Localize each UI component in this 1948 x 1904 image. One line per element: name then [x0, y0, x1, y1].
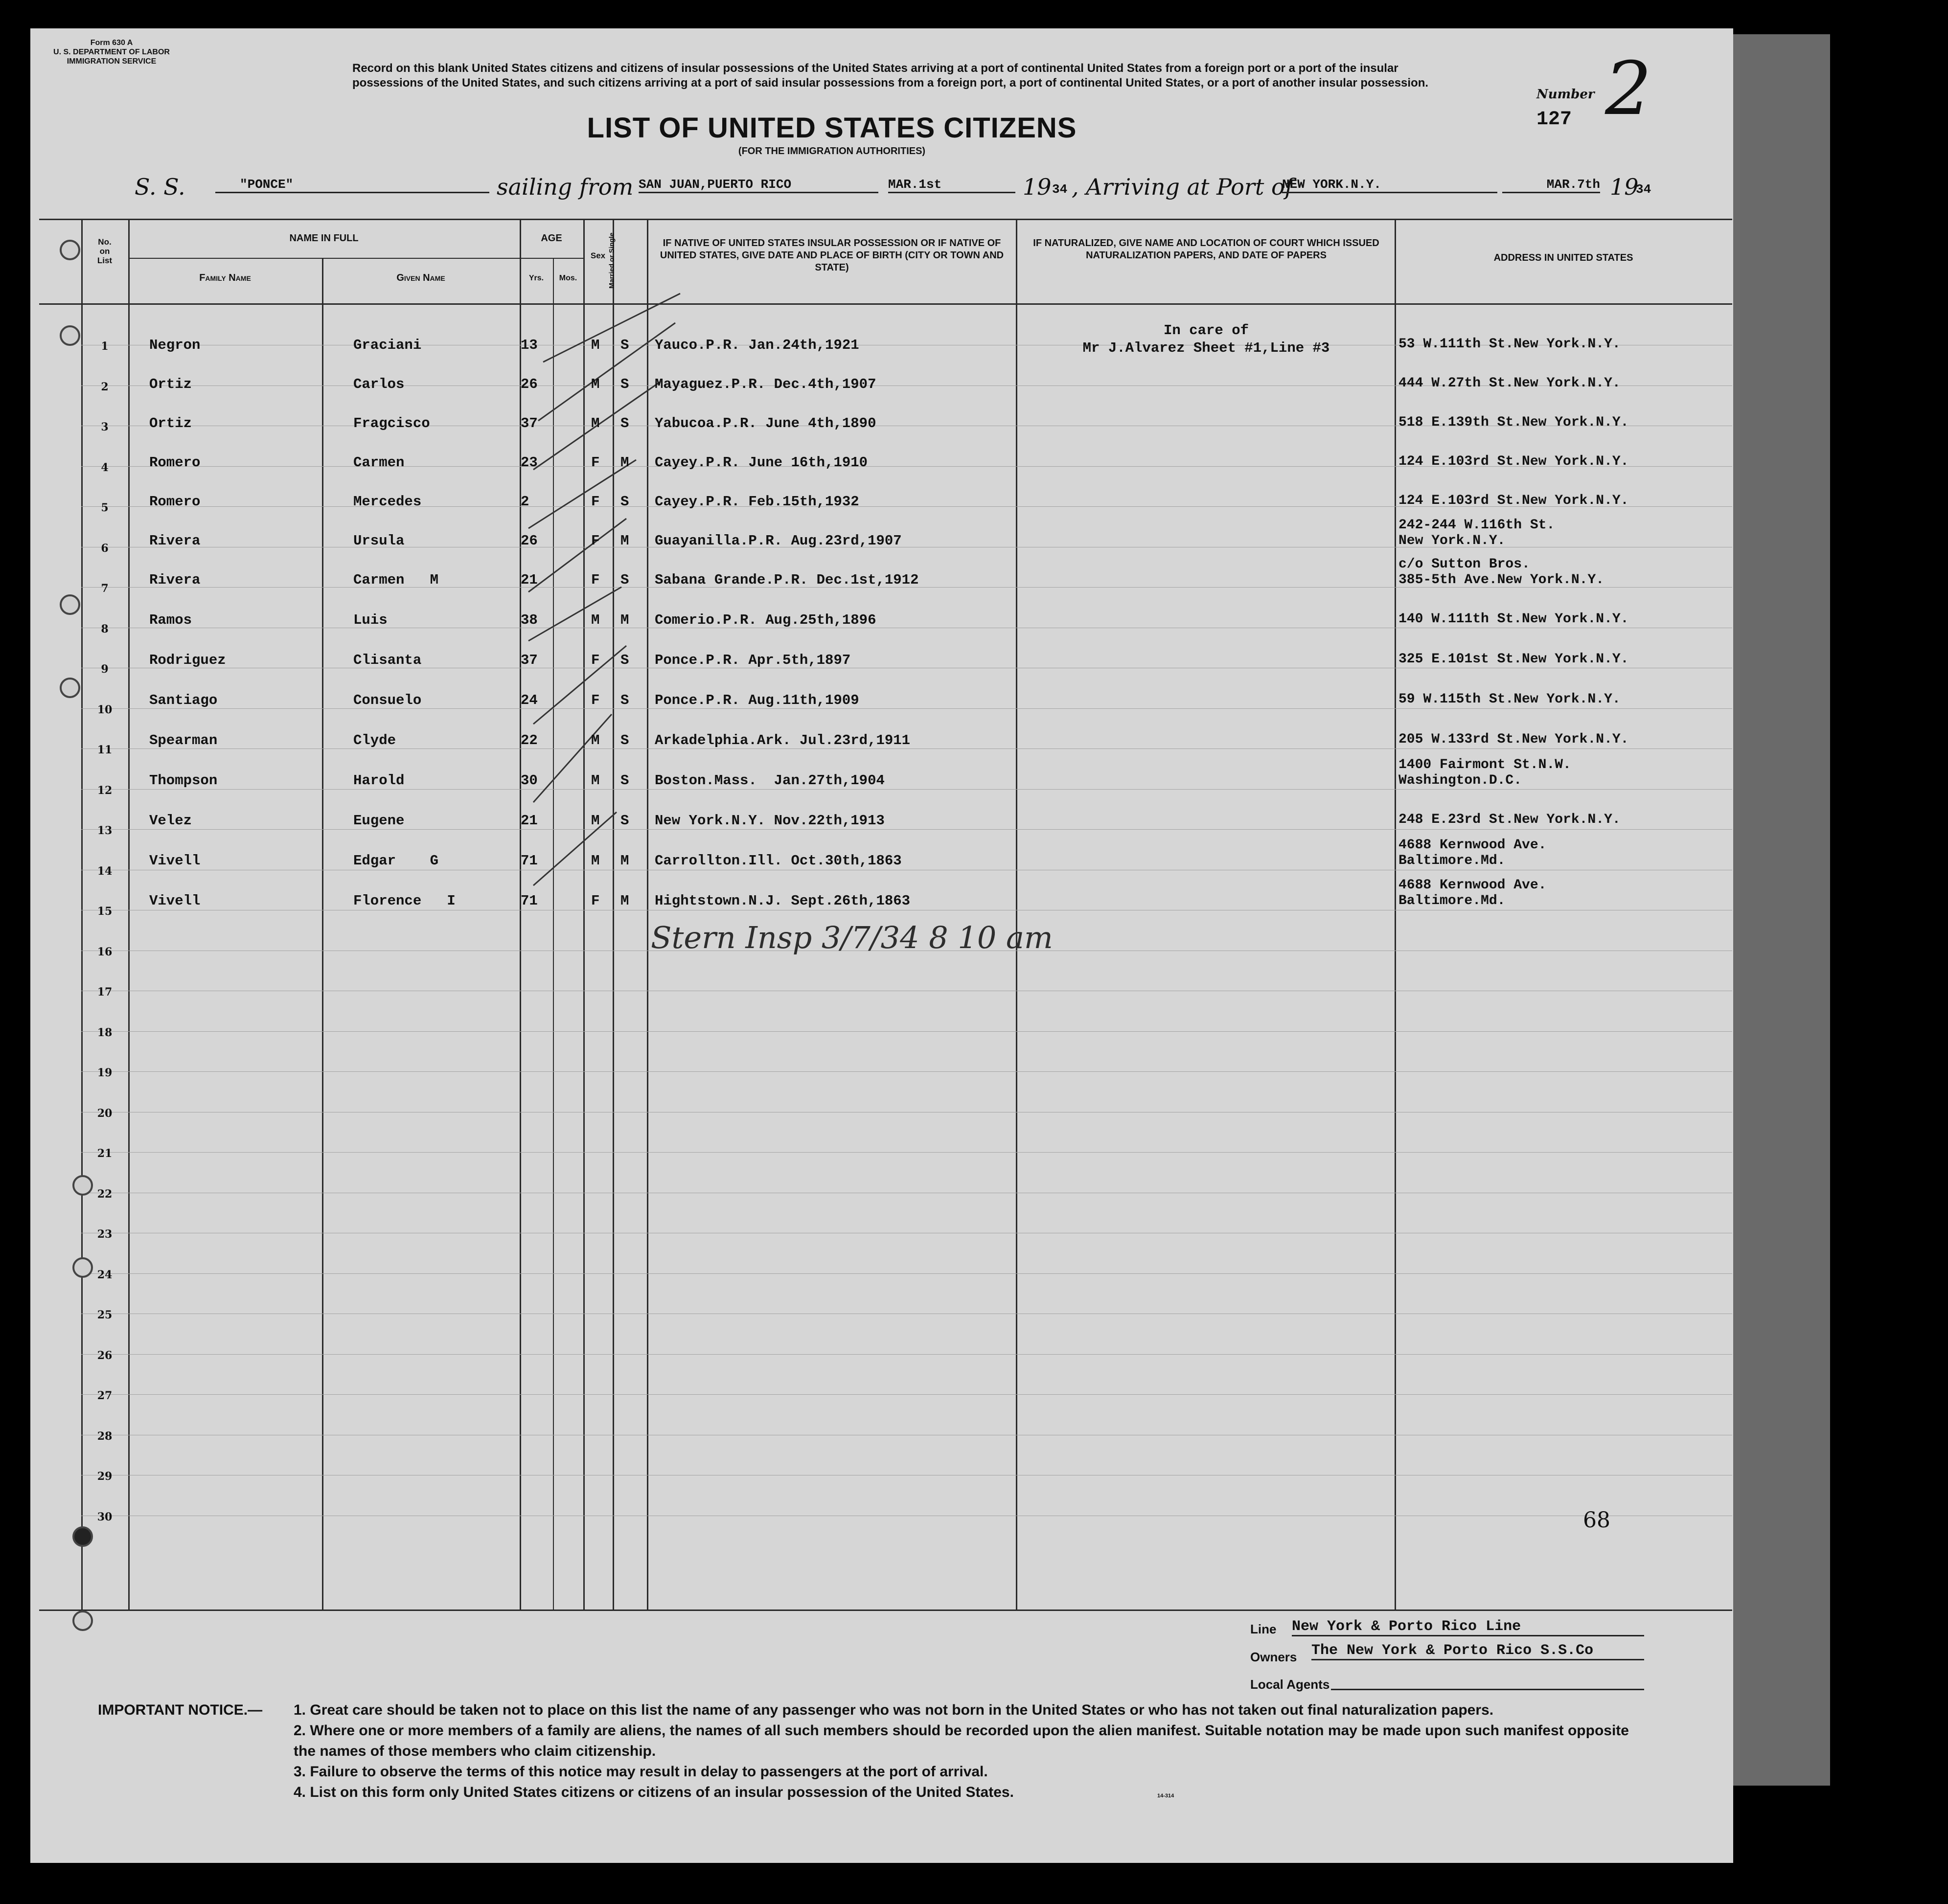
- age-cell: 23: [521, 454, 538, 471]
- age-mos-header: Mos.: [559, 274, 577, 282]
- inspector-note: Stern Insp 3/7/34 8 10 am: [651, 920, 1053, 955]
- row-number: 19: [97, 1066, 113, 1079]
- sailing-label: sailing from: [497, 174, 634, 200]
- marital-status-cell: M: [620, 612, 629, 628]
- form-code: [43, 38, 180, 66]
- family-name-header: Family Name: [199, 272, 251, 283]
- age-cell: 24: [521, 692, 538, 708]
- address-cell: c/o Sutton Bros. 385-5th Ave.New York.N.Y.: [1398, 557, 1604, 588]
- sex-cell: M: [591, 853, 600, 869]
- row-number: 3: [101, 421, 109, 433]
- table-top-rule: [39, 219, 1732, 220]
- family-name-cell: Romero: [149, 454, 201, 471]
- naturalized-header: IF NATURALIZED, GIVE NAME AND LOCATION OF COURT WHICH ISSUED NATURALIZATION PAPERS, AND DATE OF PAPERS: [1033, 238, 1379, 261]
- punch-hole: [60, 594, 80, 615]
- row-number: 13: [97, 824, 113, 837]
- marital-status-cell: S: [620, 692, 629, 708]
- row-number: 4: [101, 461, 109, 474]
- address-cell: 242-244 W.116th St. New York.N.Y.: [1398, 518, 1555, 548]
- age-yrs-header: Yrs.: [528, 274, 544, 282]
- age-cell: 13: [521, 337, 538, 353]
- row-number: 14: [97, 864, 113, 878]
- punch-hole: [72, 1610, 93, 1631]
- sex-cell: M: [591, 612, 600, 628]
- row-number: 2: [101, 380, 109, 393]
- punch-hole: [60, 325, 80, 346]
- diagonal-mark: [528, 519, 626, 592]
- line-value: New York & Porto Rico Line: [1292, 1618, 1644, 1636]
- notice-item: 1. Great care should be taken not to place on this list the name of any passenger who was not born in the United States or who has not taken out final naturalization papers.: [294, 1702, 1494, 1718]
- arrival-year-prefix: 19: [1610, 174, 1639, 200]
- diagonal-mark: [533, 812, 617, 885]
- diagonal-mark: [533, 646, 626, 724]
- age-cell: 71: [521, 893, 538, 909]
- col-no-header-line: List: [97, 256, 113, 265]
- address-cell: 124 E.103rd St.New York.N.Y.: [1398, 454, 1629, 469]
- given-name-cell: Clyde: [353, 732, 396, 748]
- address-cell: 59 W.115th St.New York.N.Y.: [1398, 692, 1621, 707]
- row-number: 28: [97, 1429, 113, 1443]
- family-name-cell: Vivell: [149, 893, 201, 909]
- family-name-cell: Ortiz: [149, 376, 192, 392]
- arrival-port: NEW YORK.N.Y.: [1282, 177, 1497, 193]
- row-rule: [81, 1152, 1732, 1153]
- line-label: Line: [1250, 1622, 1277, 1636]
- marital-status-cell: S: [620, 813, 629, 829]
- row-number: 11: [97, 744, 113, 756]
- punch-hole: [72, 1526, 93, 1547]
- family-name-cell: Vivell: [149, 853, 201, 869]
- birth-cell: Comerio.P.R. Aug.25th,1896: [655, 612, 876, 628]
- row-number: 21: [97, 1147, 113, 1160]
- notice-list: [294, 1700, 1634, 1803]
- birth-cell: Mayaguez.P.R. Dec.4th,1907: [655, 376, 876, 392]
- col-no-header: [81, 237, 128, 265]
- page-subtitle: (FOR THE IMMIGRATION AUTHORITIES): [738, 146, 926, 157]
- marital-status-cell: S: [620, 376, 629, 392]
- punch-hole: [60, 240, 80, 260]
- ship-name: "PONCE": [215, 177, 489, 193]
- birth-header: IF NATIVE OF UNITED STATES INSULAR POSSESSION OR IF NATIVE OF UNITED STATES, GIVE DATE AND PLACE OF BIRTH (CITY OR TOWN AND STATE): [660, 238, 1004, 273]
- row-rule: [81, 1273, 1732, 1274]
- family-name-cell: Ortiz: [149, 415, 192, 431]
- given-name-cell: Edgar G: [353, 853, 439, 869]
- address-cell: 124 E.103rd St.New York.N.Y.: [1398, 493, 1629, 508]
- sex-cell: F: [591, 572, 600, 588]
- marital-status-cell: M: [620, 853, 629, 869]
- birth-cell: New York.N.Y. Nov.22th,1913: [655, 813, 885, 829]
- family-name-cell: Ramos: [149, 612, 192, 628]
- row-number: 15: [97, 905, 113, 918]
- age-cell: 30: [521, 772, 538, 789]
- birth-cell: Boston.Mass. Jan.27th,1904: [655, 772, 885, 789]
- age-cell: 26: [521, 533, 538, 549]
- given-name-cell: Consuelo: [353, 692, 422, 708]
- row-rule: [81, 1031, 1732, 1032]
- sex-header: Sex: [590, 251, 606, 260]
- marital-status-cell: M: [620, 533, 629, 549]
- col-rule: [322, 258, 323, 1609]
- age-cell: 21: [521, 572, 538, 588]
- age-cell: 21: [521, 813, 538, 829]
- row-rule: [81, 1071, 1732, 1072]
- sex-cell: F: [591, 652, 600, 668]
- birth-cell: Cayey.P.R. June 16th,1910: [655, 454, 868, 471]
- age-cell: 26: [521, 376, 538, 392]
- col-rule: [128, 219, 130, 1609]
- family-name-cell: Santiago: [149, 692, 218, 708]
- col-no-header-line: on: [99, 247, 110, 256]
- address-cell: 4688 Kernwood Ave. Baltimore.Md.: [1398, 878, 1547, 908]
- given-name-cell: Eugene: [353, 813, 405, 829]
- age-cell: 22: [521, 732, 538, 748]
- age-cell: 37: [521, 415, 538, 431]
- age-cell: 71: [521, 853, 538, 869]
- given-name-cell: Fragcisco: [353, 415, 430, 431]
- address-header: ADDRESS IN UNITED STATES: [1493, 252, 1633, 263]
- row-rule: [81, 1354, 1732, 1355]
- row-number: 23: [97, 1228, 113, 1241]
- family-name-cell: Spearman: [149, 732, 218, 748]
- punch-hole: [72, 1257, 93, 1278]
- address-cell: 518 E.139th St.New York.N.Y.: [1398, 415, 1629, 430]
- marital-status-cell: M: [620, 454, 629, 471]
- row-number: 24: [97, 1268, 113, 1281]
- page-stamp: 68: [1583, 1508, 1610, 1533]
- marital-status-cell: S: [620, 337, 629, 353]
- birth-cell: Guayanilla.P.R. Aug.23rd,1907: [655, 533, 902, 549]
- row-number: 29: [97, 1470, 113, 1483]
- row-rule: [81, 708, 1732, 709]
- birth-cell: Ponce.P.R. Apr.5th,1897: [655, 652, 851, 668]
- family-name-cell: Negron: [149, 337, 201, 353]
- address-cell: 1400 Fairmont St.N.W. Washington.D.C.: [1398, 757, 1571, 788]
- row-number: 16: [97, 945, 113, 958]
- sex-cell: M: [591, 337, 600, 353]
- form-code-line: Form 630 A: [90, 39, 133, 47]
- diagonal-marks: [514, 274, 710, 939]
- birth-cell: Sabana Grande.P.R. Dec.1st,1912: [655, 572, 919, 588]
- family-name-cell: Velez: [149, 813, 192, 829]
- name-subhead-rule: [128, 258, 520, 259]
- arrival-year: 34: [1636, 182, 1651, 197]
- punch-hole: [60, 678, 80, 698]
- marital-status-cell: S: [620, 572, 629, 588]
- address-cell: 444 W.27th St.New York.N.Y.: [1398, 376, 1621, 391]
- intro-text: Record on this blank United States citizens and citizens of insular possessions of the United States arriving at a port of continental United States from a foreign port or a port of the insular possessions of the United States, and such citizens arriving at a port of said insular possessions from a foreign port, a port of continental United States, or a port of another insular possession.: [352, 62, 1429, 90]
- arrival-date: MAR.7th: [1502, 177, 1600, 193]
- page-title: LIST OF UNITED STATES CITIZENS: [587, 112, 1077, 144]
- marital-status-cell: S: [620, 772, 629, 789]
- given-name-cell: Florence I: [353, 893, 456, 909]
- age-cell: 38: [521, 612, 538, 628]
- owners-label: Owners: [1250, 1650, 1297, 1664]
- notice-item: 3. Failure to observe the terms of this notice may result in delay to passengers at the port of arrival.: [294, 1764, 988, 1780]
- sex-cell: F: [591, 533, 600, 549]
- row-number: 26: [97, 1349, 113, 1362]
- birth-cell: Cayey.P.R. Feb.15th,1932: [655, 494, 859, 510]
- given-name-header: Given Name: [396, 272, 445, 283]
- given-name-cell: Carmen M: [353, 572, 439, 588]
- row-number: 12: [97, 784, 113, 797]
- ss-label: S. S.: [135, 174, 185, 200]
- header-bottom-rule: [39, 303, 1732, 305]
- row-number: 27: [97, 1389, 113, 1402]
- sex-cell: M: [591, 772, 600, 789]
- marital-status-cell: S: [620, 415, 629, 431]
- sex-cell: F: [591, 692, 600, 708]
- sex-cell: F: [591, 494, 600, 510]
- row-rule: [81, 789, 1732, 790]
- family-name-cell: Rivera: [149, 533, 201, 549]
- birth-cell: Yauco.P.R. Jan.24th,1921: [655, 337, 859, 353]
- owners-value: The New York & Porto Rico S.S.Co: [1311, 1642, 1644, 1660]
- row-number: 6: [101, 542, 109, 555]
- given-name-cell: Mercedes: [353, 494, 422, 510]
- backing-board: [1732, 34, 1830, 1786]
- row-number: 9: [101, 663, 109, 676]
- row-number: 8: [101, 622, 109, 635]
- birth-cell: Ponce.P.R. Aug.11th,1909: [655, 692, 859, 708]
- notice-item: 2. Where one or more members of a family are aliens, the names of all such members should be recorded upon the alien manifest. Suitable notation may be made upon such manifest opposite the names of those members who claim citizenship.: [294, 1723, 1629, 1759]
- address-cell: 325 E.101st St.New York.N.Y.: [1398, 652, 1629, 667]
- sex-cell: M: [591, 813, 600, 829]
- family-name-cell: Romero: [149, 494, 201, 510]
- given-name-cell: Clisanta: [353, 652, 422, 668]
- sail-year: 34: [1052, 182, 1068, 197]
- address-cell: 248 E.23rd St.New York.N.Y.: [1398, 812, 1621, 827]
- table-bottom-rule: [39, 1609, 1732, 1611]
- birth-cell: Hightstown.N.J. Sept.26th,1863: [655, 893, 911, 909]
- row-number: 22: [97, 1187, 113, 1201]
- given-name-cell: Graciani: [353, 337, 422, 353]
- number-printed: 127: [1536, 109, 1572, 131]
- family-name-cell: Rivera: [149, 572, 201, 588]
- family-name-cell: Thompson: [149, 772, 218, 789]
- row-number: 7: [101, 582, 109, 595]
- sail-year-prefix: 19: [1023, 174, 1052, 200]
- marital-status-cell: S: [620, 732, 629, 748]
- punch-hole: [72, 1175, 93, 1196]
- form-code-line: U. S. DEPARTMENT OF LABOR: [53, 48, 170, 56]
- agents-value-line: [1331, 1669, 1644, 1690]
- row-rule: [81, 1394, 1732, 1395]
- age-cell: 37: [521, 652, 538, 668]
- family-name-cell: Rodriguez: [149, 652, 226, 668]
- diagonal-mark: [528, 587, 621, 641]
- age-cell: 2: [521, 494, 529, 510]
- row-number: 18: [97, 1026, 113, 1039]
- given-name-cell: Luis: [353, 612, 388, 628]
- given-name-cell: Carmen: [353, 454, 405, 471]
- row-number: 17: [97, 986, 113, 998]
- age-header: AGE: [541, 233, 562, 244]
- address-cell: 140 W.111th St.New York.N.Y.: [1398, 612, 1629, 627]
- agents-label: Local Agents: [1250, 1677, 1330, 1692]
- address-cell: 205 W.133rd St.New York.N.Y.: [1398, 732, 1629, 747]
- sex-cell: F: [591, 454, 600, 471]
- row-number: 30: [97, 1510, 113, 1523]
- notice-heading: IMPORTANT NOTICE.—: [98, 1702, 263, 1718]
- arriving-label: , Arriving at Port of: [1072, 174, 1293, 200]
- col-rule: [1016, 219, 1017, 1609]
- sex-cell: M: [591, 415, 600, 431]
- marital-status-cell: M: [620, 893, 629, 909]
- age-subhead-rule: [520, 258, 583, 259]
- sailing-from: SAN JUAN,PUERTO RICO: [639, 177, 878, 193]
- notice-item: 4. List on this form only United States citizens or citizens of an insular possession of the United States.: [294, 1784, 1014, 1800]
- row-number: 20: [97, 1107, 113, 1120]
- bottom-form-code: 14-314: [1157, 1793, 1174, 1799]
- sex-cell: F: [591, 893, 600, 909]
- sex-cell: M: [591, 376, 600, 392]
- col-rule: [1395, 219, 1396, 1609]
- col-no-header-line: No.: [98, 237, 112, 247]
- row-number: 5: [101, 501, 109, 514]
- marital-status-cell: S: [620, 494, 629, 510]
- name-in-full-header: NAME IN FULL: [289, 233, 359, 244]
- row-number: 25: [97, 1309, 113, 1321]
- married-header: Married or Single: [607, 232, 616, 289]
- number-handwritten: 2: [1605, 46, 1652, 132]
- given-name-cell: Harold: [353, 772, 405, 789]
- row-number: 1: [101, 340, 109, 353]
- number-label: Number: [1536, 87, 1595, 102]
- address-cell: 53 W.111th St.New York.N.Y.: [1398, 337, 1621, 352]
- form-code-line: IMMIGRATION SERVICE: [67, 57, 157, 66]
- row-rule: [81, 829, 1732, 830]
- diagonal-mark: [533, 714, 612, 802]
- diagonal-mark: [528, 460, 636, 528]
- birth-cell: Yabucoa.P.R. June 4th,1890: [655, 415, 876, 431]
- row-number: 10: [97, 703, 113, 716]
- sex-cell: M: [591, 732, 600, 748]
- address-cell: 4688 Kernwood Ave. Baltimore.Md.: [1398, 838, 1547, 868]
- given-name-cell: Carlos: [353, 376, 405, 392]
- sail-date: MAR.1st: [888, 177, 1015, 193]
- birth-cell: Carrollton.Ill. Oct.30th,1863: [655, 853, 902, 869]
- marital-status-cell: S: [620, 652, 629, 668]
- given-name-cell: Ursula: [353, 533, 405, 549]
- birth-cell: Arkadelphia.Ark. Jul.23rd,1911: [655, 732, 911, 748]
- naturalization-cell: In care of Mr J.Alvarez Sheet #1,Line #3: [1082, 322, 1330, 356]
